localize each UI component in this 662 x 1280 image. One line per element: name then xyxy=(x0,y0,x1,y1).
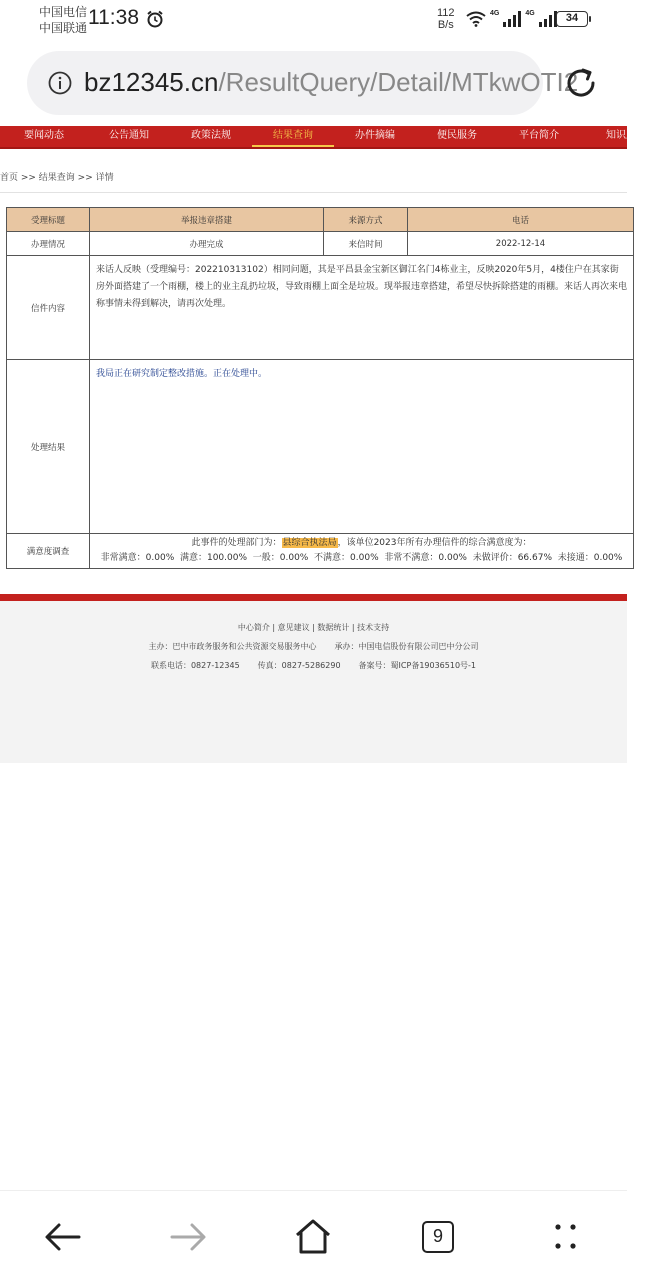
nav-item-policies[interactable]: 政策法规 xyxy=(191,130,231,141)
table-row xyxy=(7,534,634,569)
footer-phone: 联系电话：0827-12345 xyxy=(150,661,240,670)
footer-link-about[interactable]: 中心简介 xyxy=(237,623,270,632)
table-row xyxy=(7,256,634,360)
menu-dots-icon[interactable] xyxy=(546,1217,586,1257)
footer-link-stats[interactable]: 数据统计 xyxy=(317,623,350,632)
forward-arrow-icon[interactable] xyxy=(168,1217,208,1257)
back-arrow-icon[interactable] xyxy=(43,1217,83,1257)
divider xyxy=(0,192,627,193)
nav-item-services[interactable]: 便民服务 xyxy=(437,130,477,141)
nav-item-about[interactable]: 平台简介 xyxy=(519,130,559,141)
url-path: /ResultQuery/Detail/MTkwOTI2 xyxy=(218,67,579,97)
satisfaction-dept-line xyxy=(90,536,633,551)
table-row xyxy=(7,232,634,256)
value-status: 办理完成 xyxy=(90,232,324,256)
carrier-2: 中国联通 xyxy=(39,21,88,35)
carrier-1: 中国电信 xyxy=(39,5,88,19)
footer-link-feedback[interactable]: 意见建议 xyxy=(277,623,310,632)
footer-host xyxy=(0,641,627,652)
label-title: 受理标题 xyxy=(7,208,90,232)
nav-item-notices[interactable]: 公告通知 xyxy=(109,130,149,141)
cell-signal-icon-2 xyxy=(539,11,557,27)
letter-content: 来话人反映（受理编号：202210313102）相同问题，其是平昌县金宝新区御江名门4栋业主，反映2020年5月，4楼住户在其家街房外面搭建了一个雨棚，楼上的业主乱扔垃圾，导致雨棚上面全是垃圾。现举报违章搭建，希望尽快拆除搭建的雨棚。来话人再次来电称事情未得到解决，请再次处理。 xyxy=(90,256,634,360)
table-row xyxy=(7,360,634,534)
result-content: 我局正在研究制定整改措施。正在处理中。 xyxy=(90,360,634,534)
sat-dept: 县综合执法局 xyxy=(282,538,337,548)
address-bar[interactable] xyxy=(27,51,579,115)
url-host: bz12345.cn xyxy=(84,67,219,97)
label-date: 来信时间 xyxy=(324,232,408,256)
site-info-icon[interactable] xyxy=(48,71,72,95)
net-speed-value: 112 xyxy=(437,7,455,19)
net-speed xyxy=(437,7,455,31)
signal-indicators xyxy=(466,10,557,28)
footer-contact xyxy=(0,660,627,671)
nav-item-results[interactable]: 结果查询 xyxy=(252,126,334,147)
footer-fax: 传真：0827-5286290 xyxy=(257,661,341,670)
footer-links: 中心简介 | 意见建议 | 数据统计 | 技术支持 xyxy=(237,623,390,632)
network-type-1: 4G xyxy=(490,10,500,17)
status-bar xyxy=(0,0,627,42)
label-result: 处理结果 xyxy=(7,360,90,534)
breadcrumb: 首页 >> 结果查询 >> 详情 xyxy=(0,173,114,183)
label-source: 来源方式 xyxy=(324,208,408,232)
value-source: 电话 xyxy=(408,208,634,232)
sat-prefix: 此事件的处理部门为： xyxy=(191,538,282,548)
home-icon[interactable] xyxy=(293,1217,333,1257)
browser-bottom-bar xyxy=(0,1190,627,1280)
carrier-labels xyxy=(39,4,87,36)
nav-item-knowledge[interactable]: 知识库 xyxy=(606,130,636,141)
table-row xyxy=(7,208,634,232)
footer-sponsor: 主办：巴中市政务服务和公共资源交易服务中心 xyxy=(148,642,317,651)
clock: 11:38 xyxy=(88,6,139,29)
value-date: 2022-12-14 xyxy=(408,232,634,256)
tab-count-button[interactable]: 9 xyxy=(422,1221,454,1253)
cell-signal-icon-1 xyxy=(503,11,521,27)
net-speed-unit: B/s xyxy=(437,19,454,31)
url-text[interactable] xyxy=(84,67,579,98)
label-content: 信件内容 xyxy=(7,256,90,360)
detail-table xyxy=(6,207,634,569)
value-title: 举报违章搭建 xyxy=(90,208,324,232)
footer-link-support[interactable]: 技术支持 xyxy=(357,623,390,632)
alarm-clock-icon xyxy=(146,10,164,28)
site-nav xyxy=(0,126,636,149)
sat-suffix: ，该单位2023年所有办理信件的综合满意度为： xyxy=(337,538,532,548)
nav-item-case-digest[interactable]: 办件摘编 xyxy=(355,130,395,141)
footer-icp[interactable]: 备案号：蜀ICP备19036510号-1 xyxy=(358,661,477,670)
label-status: 办理情况 xyxy=(7,232,90,256)
battery-indicator: 34 xyxy=(556,11,588,27)
satisfaction-content xyxy=(90,534,634,569)
label-satisfaction: 满意度调查 xyxy=(7,534,90,569)
reload-icon[interactable] xyxy=(562,64,600,102)
site-footer xyxy=(0,601,627,763)
nav-item-news[interactable]: 要闻动态 xyxy=(24,130,64,141)
footer-divider xyxy=(0,594,627,601)
footer-operator: 承办：中国电信股份有限公司巴中分公司 xyxy=(334,642,479,651)
network-type-2: 4G xyxy=(525,10,535,17)
wifi-icon xyxy=(466,11,486,27)
satisfaction-stats: 非常满意：0.00% 满意：100.00% 一般：0.00% 不满意：0.00% 非常不满意：0.00% 未做评价：66.67% 未接通：0.00% xyxy=(100,553,623,563)
